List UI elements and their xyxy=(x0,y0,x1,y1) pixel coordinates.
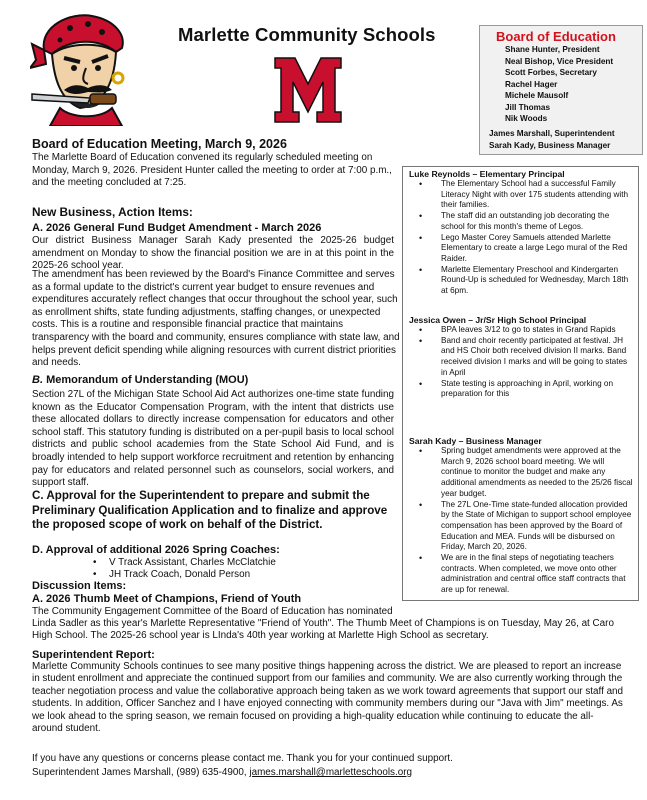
board-staff-list xyxy=(489,128,615,151)
pirate-mascot-logo xyxy=(30,8,140,126)
business-manager-name: Sarah Kady, Business Manager xyxy=(489,140,611,150)
board-member: Shane Hunter, President xyxy=(505,45,600,54)
mou-text: Section 27L of the Michigan State School Aid Act authorizes one-time state funding known as the Educator Compensation Program, with the intent that districts use these allocated dollars to directly increase compensation for educators and other school staff. This statutory funding is distributed on a per-pupil basis to local school districts and public school academies from the State School Aid Fund, and is broadly intended to help support workforce recruitment and retention by enhancing pay for educators and related personnel such as counselors, social workers, and support staff. xyxy=(32,389,394,489)
report-item: • State testing is approaching in April, working on preparation for this xyxy=(409,379,635,400)
report-item: • Band and choir recently participated at festival. JH and HS Choir both received division II marks. Band received division I marks and will be going to states in April xyxy=(409,336,635,379)
school-name: Marlette Community Schools xyxy=(178,24,436,45)
jessica-owen-report xyxy=(409,315,635,400)
signature-line xyxy=(32,767,412,780)
board-member: Jill Thomas xyxy=(505,102,551,112)
mou-letter: B. xyxy=(32,374,43,386)
budget-amendment-text: Our district Business Manager Sarah Kady presented the 2025-26 budget amendment on Monday to show the financial position we are in at this point in the 2025-26 school year. xyxy=(32,235,394,272)
jessica-items xyxy=(409,325,635,400)
board-member: Scott Forbes, Secretary xyxy=(505,68,597,77)
superintendent-name: James Marshall, Superintendent xyxy=(489,129,615,138)
sarah-heading: Sarah Kady – Business Manager xyxy=(409,436,542,446)
superintendent-report-body: Marlette Community Schools continues to see many positive things happening across the district. We are pleased to report an increase in student enrollment and appreciate the continued support from our families and community. We are also currently working through the teacher negotiation process and value the collaborative approach being taken as we work toward agreements that support our staff and students. In addition, Officer Sanchez and I have enjoyed connecting with community members during our "Java with Jim" meetings. As we look ahead to the spring season, we remain focused on providing a high-quality education while continuing to educate the all-around student. xyxy=(32,661,624,735)
discussion-heading: Discussion Items: xyxy=(32,580,127,592)
spring-coaches-heading: D. Approval of additional 2026 Spring Coaches: xyxy=(32,544,280,556)
board-members-list xyxy=(505,44,613,125)
superintendent-approval-item: C. Approval for the Superintendent to prepare and submit the Preliminary Qualification Application and to finalize and approve the proposed scope of work on behalf of the District. xyxy=(32,489,388,531)
friend-of-youth-line-3: High School. The 2025-26 school year is LInda's 40th year working at Marlette High School as secretary. xyxy=(32,630,489,641)
friend-of-youth-line-2: Linda Sadler as this year's Marlette Representative "Friend of Youth". The Thumb Meet of Champions is on Tuesday, May 26, at Caro xyxy=(32,618,614,629)
superintendent-report-heading: Superintendent Report: xyxy=(32,649,155,661)
staff-reports-box xyxy=(402,166,639,601)
board-member: Michele Mausolf xyxy=(505,91,569,100)
board-member: Neal Bishop, Vice President xyxy=(505,56,614,66)
friend-of-youth-line-1: The Community Engagement Committee of the Board of Education has nominated xyxy=(32,606,393,617)
report-item: • The 27L One-Time state-funded allocation provided by the State of Michigan to support school employee compensation has been approved by the Board of Education and MEA. Funds will be disbursed on Friday, March 20, 2026. xyxy=(409,500,635,554)
superintendent-email-link[interactable]: james.marshall@marletteschools.org xyxy=(249,767,412,778)
block-m-logo xyxy=(273,56,343,124)
report-item: • The Elementary School had a successful Family Literacy Night with over 175 students attending with their families. xyxy=(409,179,635,211)
coach-item: • JH Track Coach, Donald Person xyxy=(93,569,276,581)
sarah-items xyxy=(409,446,635,596)
signature-text: Superintendent James Marshall, (989) 635-4900, xyxy=(32,767,247,778)
closing-line: If you have any questions or concerns please contact me. Thank you for your continued support. xyxy=(32,753,453,764)
board-member: Rachel Hager xyxy=(505,79,558,89)
meeting-title: Board of Education Meeting, March 9, 2026 xyxy=(32,137,287,151)
spring-coaches-list xyxy=(93,557,276,580)
budget-amendment-title: A. 2026 General Fund Budget Amendment - March 2026 xyxy=(32,222,322,234)
report-item: • We are in the final steps of negotiating teachers contracts. When completed, we move onto other administration and central office staff contracts that are up for renewal. xyxy=(409,553,635,596)
report-item: • Marlette Elementary Preschool and Kindergarten Round-Up is scheduled for Wednesday, March 18th at 6pm. xyxy=(409,265,635,297)
mou-title xyxy=(32,374,248,386)
friend-of-youth-title: A. 2026 Thumb Meet of Champions, Friend of Youth xyxy=(32,593,302,605)
report-item: • The staff did an outstanding job decorating the school for this month's theme of Legos. xyxy=(409,211,635,232)
luke-reynolds-report xyxy=(409,169,635,297)
report-item: • Spring budget amendments were approved at the March 9, 2026 school board meeting. We will continue to monitor the budget and make any additional amendments as needed to the 25/26 fiscal year budget. xyxy=(409,446,635,500)
jessica-heading: Jessica Owen – Jr/Sr High School Principal xyxy=(409,315,587,325)
luke-items xyxy=(409,179,635,297)
new-business-heading: New Business, Action Items: xyxy=(32,205,193,219)
sarah-kady-report xyxy=(409,436,635,596)
coach-item: • V Track Assistant, Charles McClatchie xyxy=(93,557,276,569)
report-item: • BPA leaves 3/12 to go to states in Grand Rapids xyxy=(409,325,635,336)
report-item: • Lego Master Corey Samuels attended Marlette Elementary to create a large Lego mural of the Red Raider. xyxy=(409,233,635,265)
mou-title-text: Memorandum of Understanding (MOU) xyxy=(46,374,249,386)
board-member: Nik Woods xyxy=(505,114,548,123)
meeting-intro: The Marlette Board of Education convened its regularly scheduled meeting on Monday, March 9, 2026. President Hunter called the meeting to order at 7:00 p.m., and the meeting concluded at 7:25. xyxy=(32,152,392,189)
board-title: Board of Education xyxy=(496,29,616,44)
budget-amendment-details: The amendment has been reviewed by the Board's Finance Committee and serves as a formal update to the district's current year budget to ensure revenues and expenditures accurately reflect changes that occur throughout the school year, such as enrollment shifts, state funding adjustments, staffing changes, or unexpected costs. This is a routine and responsible financial practice that maintains transparency with the board and community, ensures compliance with state law, and helps prevent deficit spending while aligning resources with current district priorities and needs. xyxy=(32,269,400,369)
luke-heading: Luke Reynolds – Elementary Principal xyxy=(409,169,565,179)
